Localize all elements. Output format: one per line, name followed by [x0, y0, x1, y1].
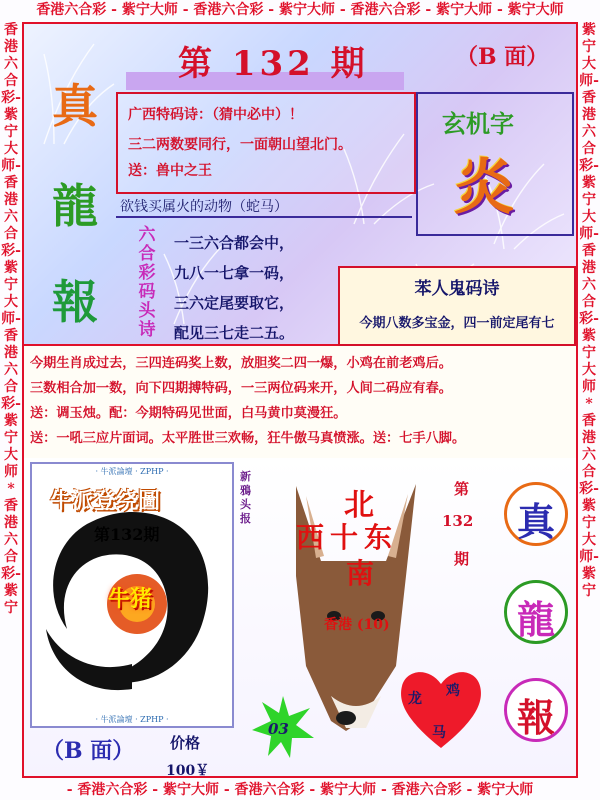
- price-label: 价格: [170, 734, 201, 752]
- middle-line-2: 三数相合加一数，向下四期搏特码，一三两位码来开，人间二码应有春。: [30, 381, 452, 396]
- guangxi-poem-box: [116, 92, 416, 194]
- star-number: 03: [268, 720, 289, 738]
- circle-long-right: [504, 580, 568, 644]
- side-char-zhen-left: 真: [52, 79, 98, 133]
- middle-line-3: 送：调玉烛。配：今期特码见世面，白马黄巾莫漫狂。: [30, 406, 347, 421]
- poem-line-2: 送：兽中之王: [128, 163, 212, 179]
- xuanji-title: 玄机字: [442, 109, 514, 138]
- verse-line-1: 一三六合都会中，: [174, 234, 295, 252]
- poem-title: 广西特码诗：（猜中必中）！: [128, 107, 303, 123]
- heart-char-3: 马: [432, 725, 446, 741]
- verse-line-2: 九八一七拿一码，: [174, 264, 295, 282]
- right-issue-bottom: 期: [454, 550, 470, 568]
- ghost-poem-box: [338, 266, 576, 346]
- poem-line-1: 三二两数要同行，一面朝山望北门。: [128, 137, 352, 153]
- middle-line-1: 今期生肖成过去，三四连码奖上数，放胆奖二四一爆，小鸡在前老鸡后。: [30, 356, 452, 371]
- xuanji-glyph: 炎: [454, 153, 514, 223]
- verse-line-4: 配见三七走二五。: [174, 324, 295, 342]
- left-frame-text: 香港六合彩-紫宁大师-香港六合彩-紫宁大师-香港六合彩-紫宁大师*香港六合彩-紫宁: [1, 22, 21, 616]
- ghost-poem-text: 今期八数多宝金，四一前定尾有七: [359, 316, 555, 331]
- circle-char-zhen: 真: [516, 499, 555, 544]
- fox-side-label: 新鴉头报: [240, 470, 251, 525]
- side-char-bao-left: 報: [52, 275, 98, 329]
- card-zodiac: 牛猪: [108, 586, 153, 612]
- circle-zhen-right: [504, 482, 568, 546]
- circle-bao-right: [504, 678, 568, 742]
- riddle-divider: [116, 216, 412, 218]
- direction-south: 南: [346, 557, 375, 590]
- verse-line-3: 三六定尾要取它，: [174, 294, 295, 312]
- verse-vertical-label: 六合彩码头诗: [138, 225, 156, 340]
- card-banner: 牛派登绕圖: [50, 488, 161, 514]
- circle-char-bao: 報: [516, 695, 555, 740]
- side-char-long-left: 龍: [52, 179, 98, 233]
- face-label-top: （B 面）: [456, 44, 549, 70]
- right-issue-top: 第: [454, 480, 470, 498]
- face-label-bottom: （B 面）: [42, 738, 135, 764]
- top-frame-text: 香港六合彩 - 紫宁大师 - 香港六合彩 - 紫宁大师 - 香港六合彩 - 紫宁大师 - 紫宁大师: [36, 2, 564, 18]
- hk-label: 香港 (10): [324, 617, 390, 633]
- ghost-poem-title: 苯人鬼码诗: [414, 279, 500, 299]
- xuanji-box: [416, 92, 574, 236]
- bottom-frame-text: - 香港六合彩 - 紫宁大师 - 香港六合彩 - 紫宁大师 - 香港六合彩 - 紫宁大师: [66, 782, 534, 798]
- card-issue: 第132期: [94, 525, 160, 544]
- heart-char-1: 龙: [408, 691, 422, 707]
- niupai-card: [30, 462, 234, 728]
- direction-west-east: 西十东: [296, 521, 399, 554]
- right-issue-number: 132: [442, 512, 474, 530]
- issue-title: 第 132 期: [178, 44, 369, 84]
- card-watermark-bottom: · 牛派論壇 · ZPHP ·: [95, 715, 169, 724]
- right-frame-text: 紫宁大师-香港六合彩-紫宁大师-香港六合彩-紫宁大师*香港六合彩-紫宁大师-紫宁: [579, 22, 599, 599]
- riddle-text: 欲钱买属火的动物（蛇马）: [120, 199, 288, 215]
- heart-char-2: 鸡: [446, 683, 460, 699]
- price-value: 100￥: [166, 763, 210, 779]
- card-watermark-top: · 牛派論壇 · ZPHP ·: [95, 467, 169, 476]
- circle-char-long: 龍: [516, 597, 555, 642]
- direction-north: 北: [344, 488, 374, 523]
- middle-line-4: 送：一吼三应片面词。太平胜世三欢畅，狂牛傲马真愤涨。送：七手八脚。: [30, 431, 466, 446]
